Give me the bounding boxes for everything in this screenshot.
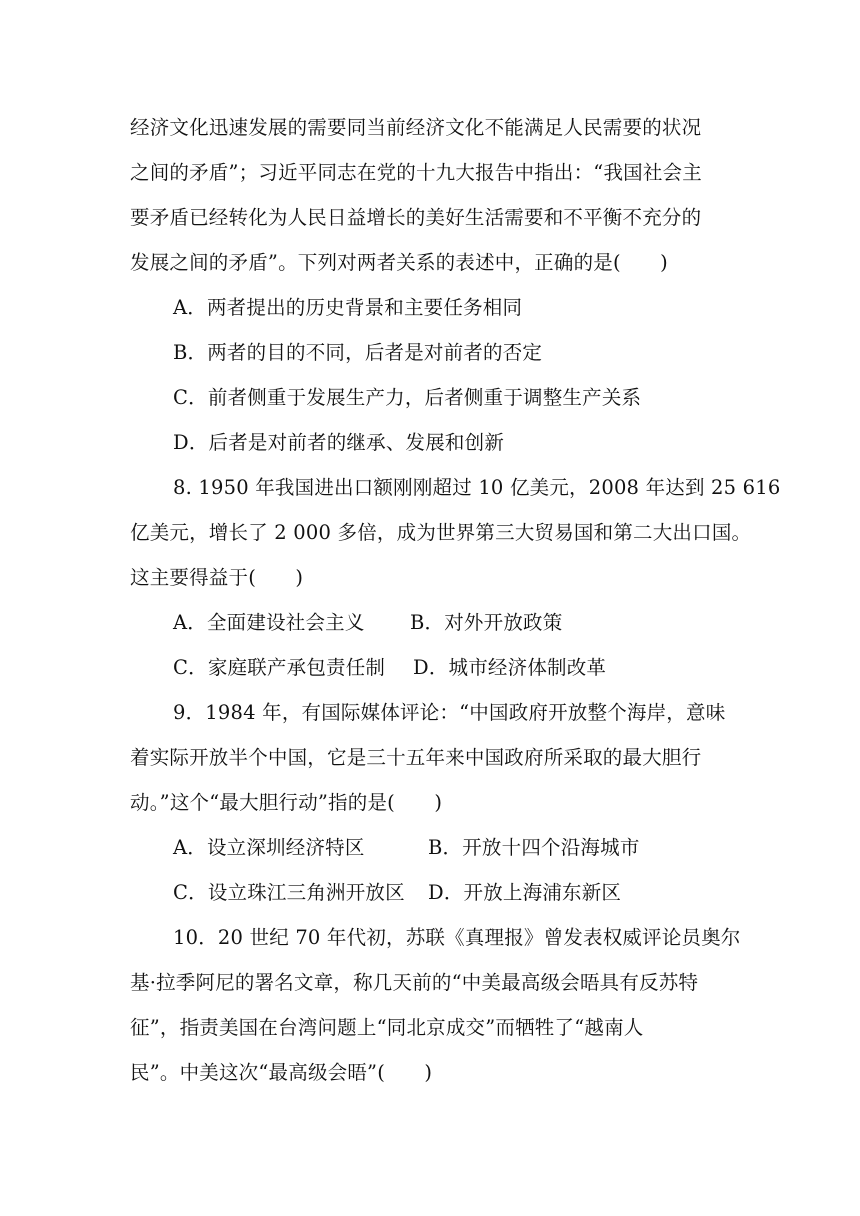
q8-option-b: B．对外开放政策 (410, 611, 563, 634)
q9-text-line-2: 着实际开放半个中国，它是三十五年来中国政府所采取的最大胆行 (130, 746, 702, 769)
q7-text-line-2: 之间的矛盾”；习近平同志在党的十九大报告中指出：“我国社会主 (130, 161, 702, 184)
q8-text-line-3: 这主要得益于( ) (130, 566, 304, 589)
q7-option-d: D．后者是对前者的继承、发展和创新 (173, 431, 505, 454)
q7-text-line-4: 发展之间的矛盾”。下列对两者关系的表述中，正确的是( ) (130, 251, 668, 274)
q8-option-c: C．家庭联产承包责任制 (173, 656, 386, 679)
q8-text-line-1: 8. 1950 年我国进出口额刚刚超过 10 亿美元，2008 年达到 25 616 (173, 476, 781, 499)
q10-text-line-3: 征”，指责美国在台湾问题上“同北京成交”而牺牲了“越南人 (130, 1016, 644, 1039)
q7-option-c: C．前者侧重于发展生产力，后者侧重于调整生产关系 (173, 386, 642, 409)
q7-text-line-3: 要矛盾已经转化为人民日益增长的美好生活需要和不平衡不充分的 (130, 206, 702, 229)
q8-option-row-2 (173, 655, 778, 681)
q8-option-row-1 (173, 610, 778, 636)
q7-text-line-1: 经济文化迅速发展的需要同当前经济文化不能满足人民需要的状况 (130, 116, 702, 139)
q9-text-line-3: 动。”这个“最大胆行动”指的是( ) (130, 791, 443, 814)
q7-option-b: B．两者的目的不同，后者是对前者的否定 (173, 341, 543, 364)
q9-option-d: D．开放上海浦东新区 (428, 881, 622, 904)
q10-text-line-2: 基·拉季阿尼的署名文章，称几天前的“中美最高级会晤具有反苏特 (130, 971, 699, 994)
q9-text-line-1: 9．1984 年，有国际媒体评论：“中国政府开放整个海岸，意味 (173, 701, 726, 724)
q9-option-a: A．设立深圳经济特区 (173, 836, 365, 859)
q9-option-row-1 (173, 835, 778, 861)
q8-option-d: D．城市经济体制改革 (413, 656, 607, 679)
q9-option-c: C．设立珠江三角洲开放区 (173, 881, 405, 904)
q10-text-line-4: 民”。中美这次“最高级会晤”( ) (130, 1061, 433, 1084)
q7-option-a: A．两者提出的历史背景和主要任务相同 (173, 296, 523, 319)
q10-text-line-1: 10．20 世纪 70 年代初，苏联《真理报》曾发表权威评论员奥尔 (173, 926, 741, 949)
q9-option-row-2 (173, 880, 778, 906)
q9-option-b: B．开放十四个沿海城市 (428, 836, 640, 859)
q8-option-a: A．全面建设社会主义 (173, 611, 365, 634)
q8-text-line-2: 亿美元，增长了 2 000 多倍，成为世界第三大贸易国和第二大出口国。 (130, 521, 752, 544)
